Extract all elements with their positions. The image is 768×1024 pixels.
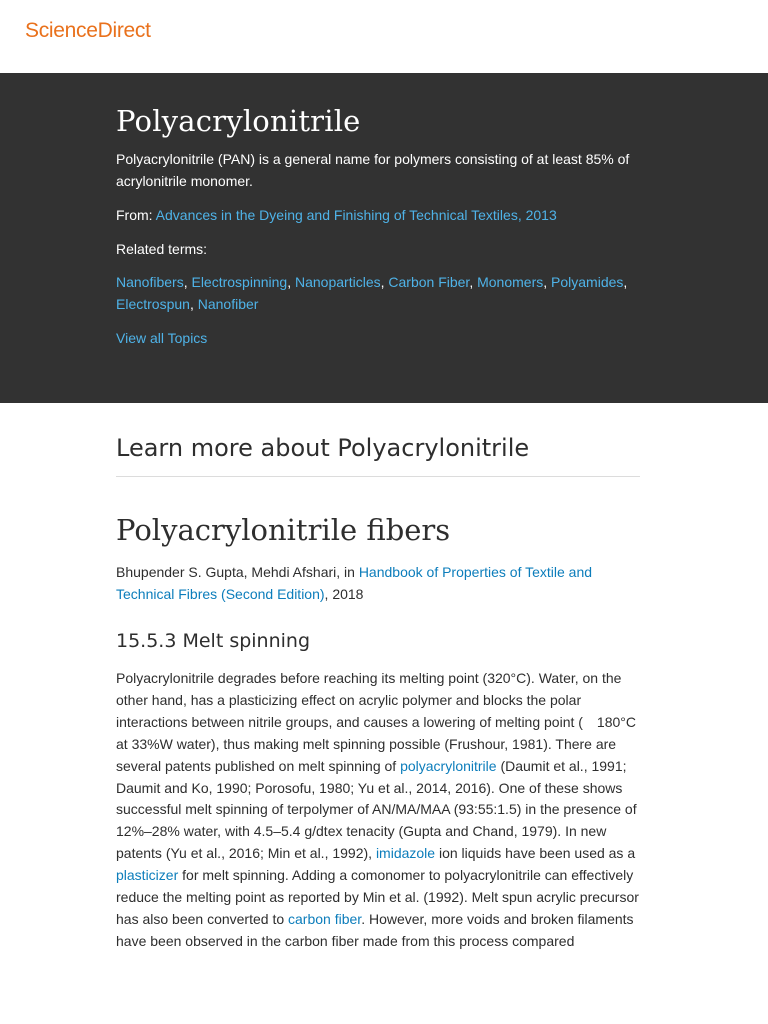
related-term-link[interactable]: Electrospun [116,296,190,312]
related-term-link[interactable]: Monomers [477,274,544,290]
from-label: From: [116,207,156,223]
body-text: ion liquids have been used as a [435,845,636,862]
imidazole-link[interactable]: imidazole [375,845,436,862]
body-text: for melt spinning. Adding a comonomer to polyacrylonitrile can effectively reduce the melting point as reported by Min et al. (1992). Melt spun acrylic precursor has also been converted to [116,867,639,927]
sciencedirect-logo[interactable]: ScienceDirect [25,19,151,42]
related-terms-list: Nanofibers, Electrospinning, Nanoparticles, Carbon Fiber, Monomers, Polyamides, Electrospun, Nanofiber [116,274,628,312]
topic-title: Polyacrylonitrile [116,104,361,138]
section-divider [116,476,640,477]
section-heading: 15.5.3 Melt spinning [116,630,311,652]
polyacrylonitrile-link[interactable]: polyacrylonitrile [400,757,497,774]
topic-source [116,204,640,226]
related-term-link[interactable]: Polyamides [551,274,624,290]
authors-text: Bhupender S. Gupta, Mehdi Afshari, in [116,564,359,580]
body-text: Polyacrylonitrile degrades before reaching its melting point (320°C). Water, on the other hand, has a plasticizing effect on acrylic polymer and blocks the polar interactions between nitrile groups, and causes a lowering of melting point ( 180°C at 33%W water), thus making melt spinning possible (Frushour, 1981). There are several patents published on melt spinning of [116,670,636,774]
view-all-topics-link[interactable]: View all Topics [116,330,208,346]
related-term-link[interactable]: Nanofiber [197,296,259,312]
article-authors [116,561,640,605]
article-body [116,668,640,953]
body-text: (Daumit et al., 1991; Daumit and Ko, 1990; Porosofu, 1980; Yu et al., 2014, 2016). One of these shows successful melt spinning of terpolymer of AN/MA/MAA (93:55:1.5) in the presence of 12%–28% water, with 4.5–5.4 g/dtex tenacity (Gupta and Chand, 1979). In new patents (Yu et al., 2016; Min et al., 1992), [116,757,637,862]
book-title-link[interactable]: Handbook of Properties of Textile and Technical Fibres (Second Edition) [116,564,593,602]
related-term-link[interactable]: Nanoparticles [295,274,381,290]
related-terms-label: Related terms: [116,241,208,257]
carbon-fiber-link[interactable]: carbon fiber [288,910,362,927]
related-term-link[interactable]: Nanofibers [116,274,184,290]
source-book-link[interactable]: Advances in the Dyeing and Finishing of Technical Textiles, 2013 [155,207,557,223]
topic-definition: Polyacrylonitrile (PAN) is a general name for polymers consisting of at least 85% of acrylonitrile monomer. [116,151,630,189]
topic-hero [0,73,768,403]
top-bar [0,0,768,73]
learn-more-heading: Learn more about Polyacrylonitrile [116,434,530,462]
article-title[interactable]: Polyacrylonitrile fibers [116,513,451,547]
publication-year: , 2018 [324,586,364,602]
related-term-link[interactable]: Carbon Fiber [388,274,470,290]
body-text: . However, more voids and broken filaments have been observed in the carbon fiber made from this process compared [116,910,634,949]
related-term-link[interactable]: Electrospinning [191,274,288,290]
plasticizer-link[interactable]: plasticizer [116,867,179,884]
